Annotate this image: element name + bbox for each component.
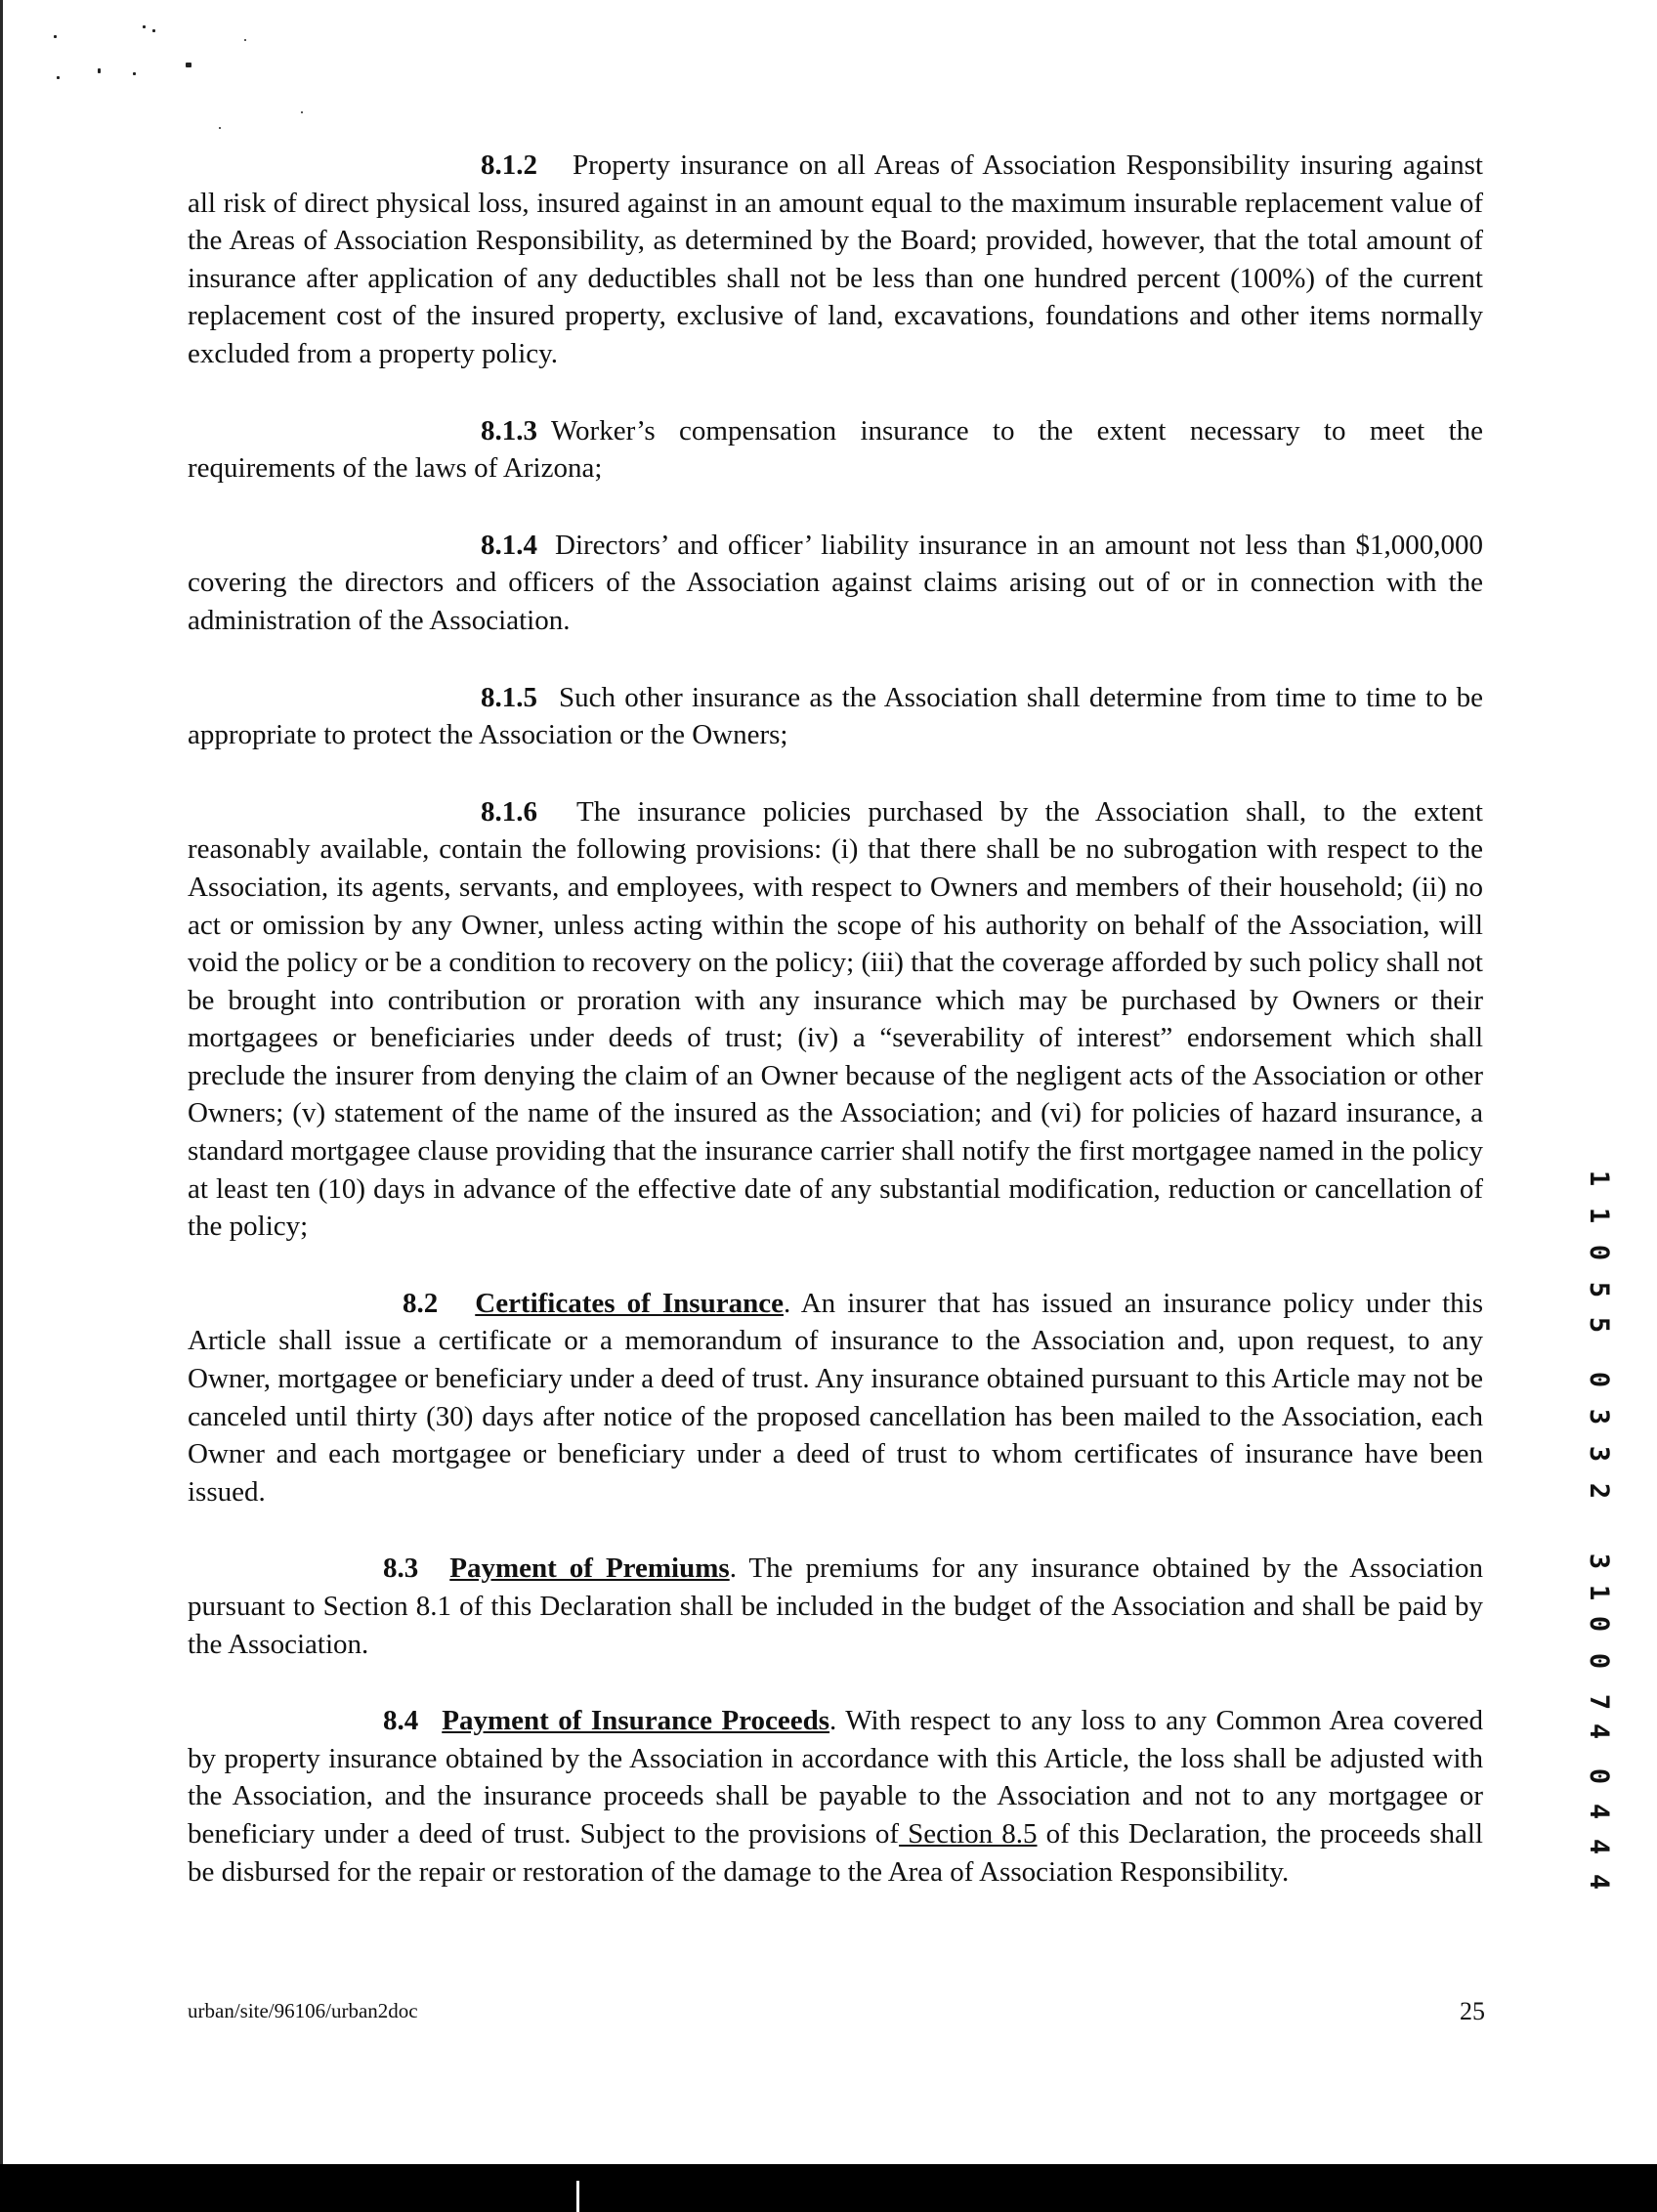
scan-speck [133,72,136,75]
section-heading: Payment of Insurance Proceeds [442,1705,830,1737]
section-number: 8.1.4 [481,529,537,561]
scan-left-edge [0,0,3,2212]
stamp-digit: 5 [1584,1281,1614,1298]
stamp-digit: 7 [1584,1693,1614,1711]
section-body: Such other insurance as the Association shall determine from time to time to be appropriate to protect the Association or the Owners; [188,681,1483,751]
document-body [188,147,1483,1891]
stamp-digit: 0 [1584,1615,1614,1633]
scan-speck [219,127,221,129]
stamp-digit: 3 [1584,1553,1614,1570]
section-number: 8.1.5 [481,681,537,713]
section-heading: Payment of Premiums [449,1553,730,1585]
page-number: 25 [1460,1997,1485,2025]
stamp-digit: 4 [1584,1723,1614,1740]
scan-speck [57,76,60,79]
scan-bottom-mark [576,2181,579,2212]
scan-speck [186,63,191,67]
section-8-1-5 [188,679,1483,754]
section-8-5-reference: Section 8.5 [899,1817,1038,1850]
section-body: . An insurer that has issued an insurance policy under this Article shall issue a certificate or a memorandum of insurance to the Association and, upon request, to any Owner, mortgagee or beneficiary under a deed of trust. Any insurance obtained pursuant to this Article may not be canceled until thirty (30) days after notice of the proposed cancellation has been mailed to the Association, each Owner and each mortgagee or beneficiary under a deed of trust to whom certificates of insurance have been issued. [188,1287,1484,1508]
section-8-3 [188,1550,1483,1663]
stamp-digit: 2 [1584,1482,1614,1500]
section-number: 8.1.6 [481,795,537,828]
section-body: . With respect to any loss to any Common Area covered by property insurance obtained by the Association in accordance with this Article, the loss shall be adjusted with the Association, and the insurance proceeds shall be payable to the Association and not to any mortgagee or beneficiary under a deed of trust. Subject to the provisions of [188,1705,1483,1850]
footer-file-path: urban/site/96106/urban2doc [188,1999,418,2022]
section-body-continued: of this Declaration, the proceeds shall be disbursed for the repair or restoration of the damage to the Area of Association Responsibility. [188,1817,1483,1888]
section-8-1-3 [188,412,1483,488]
section-number: 8.1.3 [481,414,537,447]
stamp-digit: 0 [1584,1652,1614,1670]
section-body: Worker’s compensation insurance to the extent necessary to meet the requirements of the laws of Arizona; [188,414,1483,485]
section-number: 8.2 [403,1287,439,1319]
stamp-digit: 0 [1584,1767,1614,1785]
scan-speck [244,39,246,41]
section-number: 8.4 [383,1705,419,1737]
stamp-digit: 4 [1584,1838,1614,1855]
scan-bottom-border [0,2164,1657,2212]
scan-speck [301,111,303,113]
recording-stamp [1569,1163,1628,1905]
stamp-digit: 1 [1584,1170,1614,1187]
section-number: 8.3 [383,1553,419,1585]
section-8-4 [188,1702,1483,1891]
section-body: Property insurance on all Areas of Association Responsibility insuring against all risk of direct physical loss, insured against in an amount equal to the maximum insurable replacement value of the Areas of Association Responsibility, as determined by the Board; provided, however, that the total amount of insurance after application of any deductibles shall not be less than one hundred percent (100%) of the current replacement cost of the insured property, exclusive of land, excavations, foundations and other items normally excluded from a property policy. [188,149,1483,369]
stamp-digit: 3 [1584,1445,1614,1463]
scan-speck [152,29,155,32]
section-8-1-6 [188,793,1483,1246]
section-heading: Certificates of Insurance [475,1287,784,1319]
scan-speck [143,25,146,28]
section-8-1-2 [188,147,1483,373]
stamp-digit: 1 [1584,1584,1614,1601]
stamp-digit: 1 [1584,1207,1614,1224]
section-number: 8.1.2 [481,149,537,181]
stamp-digit: 0 [1584,1371,1614,1388]
stamp-digit: 4 [1584,1803,1614,1820]
section-body: Directors’ and officer’ liability insurance in an amount not less than $1,000,000 covering the directors and officers of the Association against claims arising out of or in connection with the administration of the Association. [188,529,1483,636]
section-body: . The premiums for any insurance obtained by the Association pursuant to Section 8.1 of this Declaration shall be included in the budget of the Association and shall be paid by the Association. [188,1553,1484,1660]
scan-speck [54,35,57,38]
stamp-digit: 0 [1584,1244,1614,1261]
section-body: The insurance policies purchased by the Association shall, to the extent reasonably available, contain the following provisions: (i) that there shall be no subrogation with respect to the Association, its agents, servants, and employees, with respect to Owners and members of their household; (ii) no act or omission by any Owner, unless acting within the scope of his authority on behalf of the Association, will void the policy or be a condition to recovery on the policy; (iii) that the coverage afforded by such policy shall not be brought into contribution or proration with any insurance which may be purchased by Owners or their mortgagees or beneficiaries under deeds of trust; (iv) a “severability of interest” endorsement which shall preclude the insurer from denying the claim of an Owner because of the negligent acts of the Association or other Owners; (v) statement of the name of the insured as the Association; and (vi) for policies of hazard insurance, a standard mortgagee clause providing that the insurance carrier shall notify the first mortgagee named in the policy at least ten (10) days in advance of the effective date of any substantial modification, reduction or cancellation of the policy; [188,795,1483,1243]
stamp-digit: 4 [1584,1873,1614,1891]
section-8-1-4 [188,527,1483,640]
scan-speck [98,68,101,73]
stamp-digit: 5 [1584,1316,1614,1334]
stamp-digit: 3 [1584,1408,1614,1425]
section-8-2 [188,1285,1483,1511]
